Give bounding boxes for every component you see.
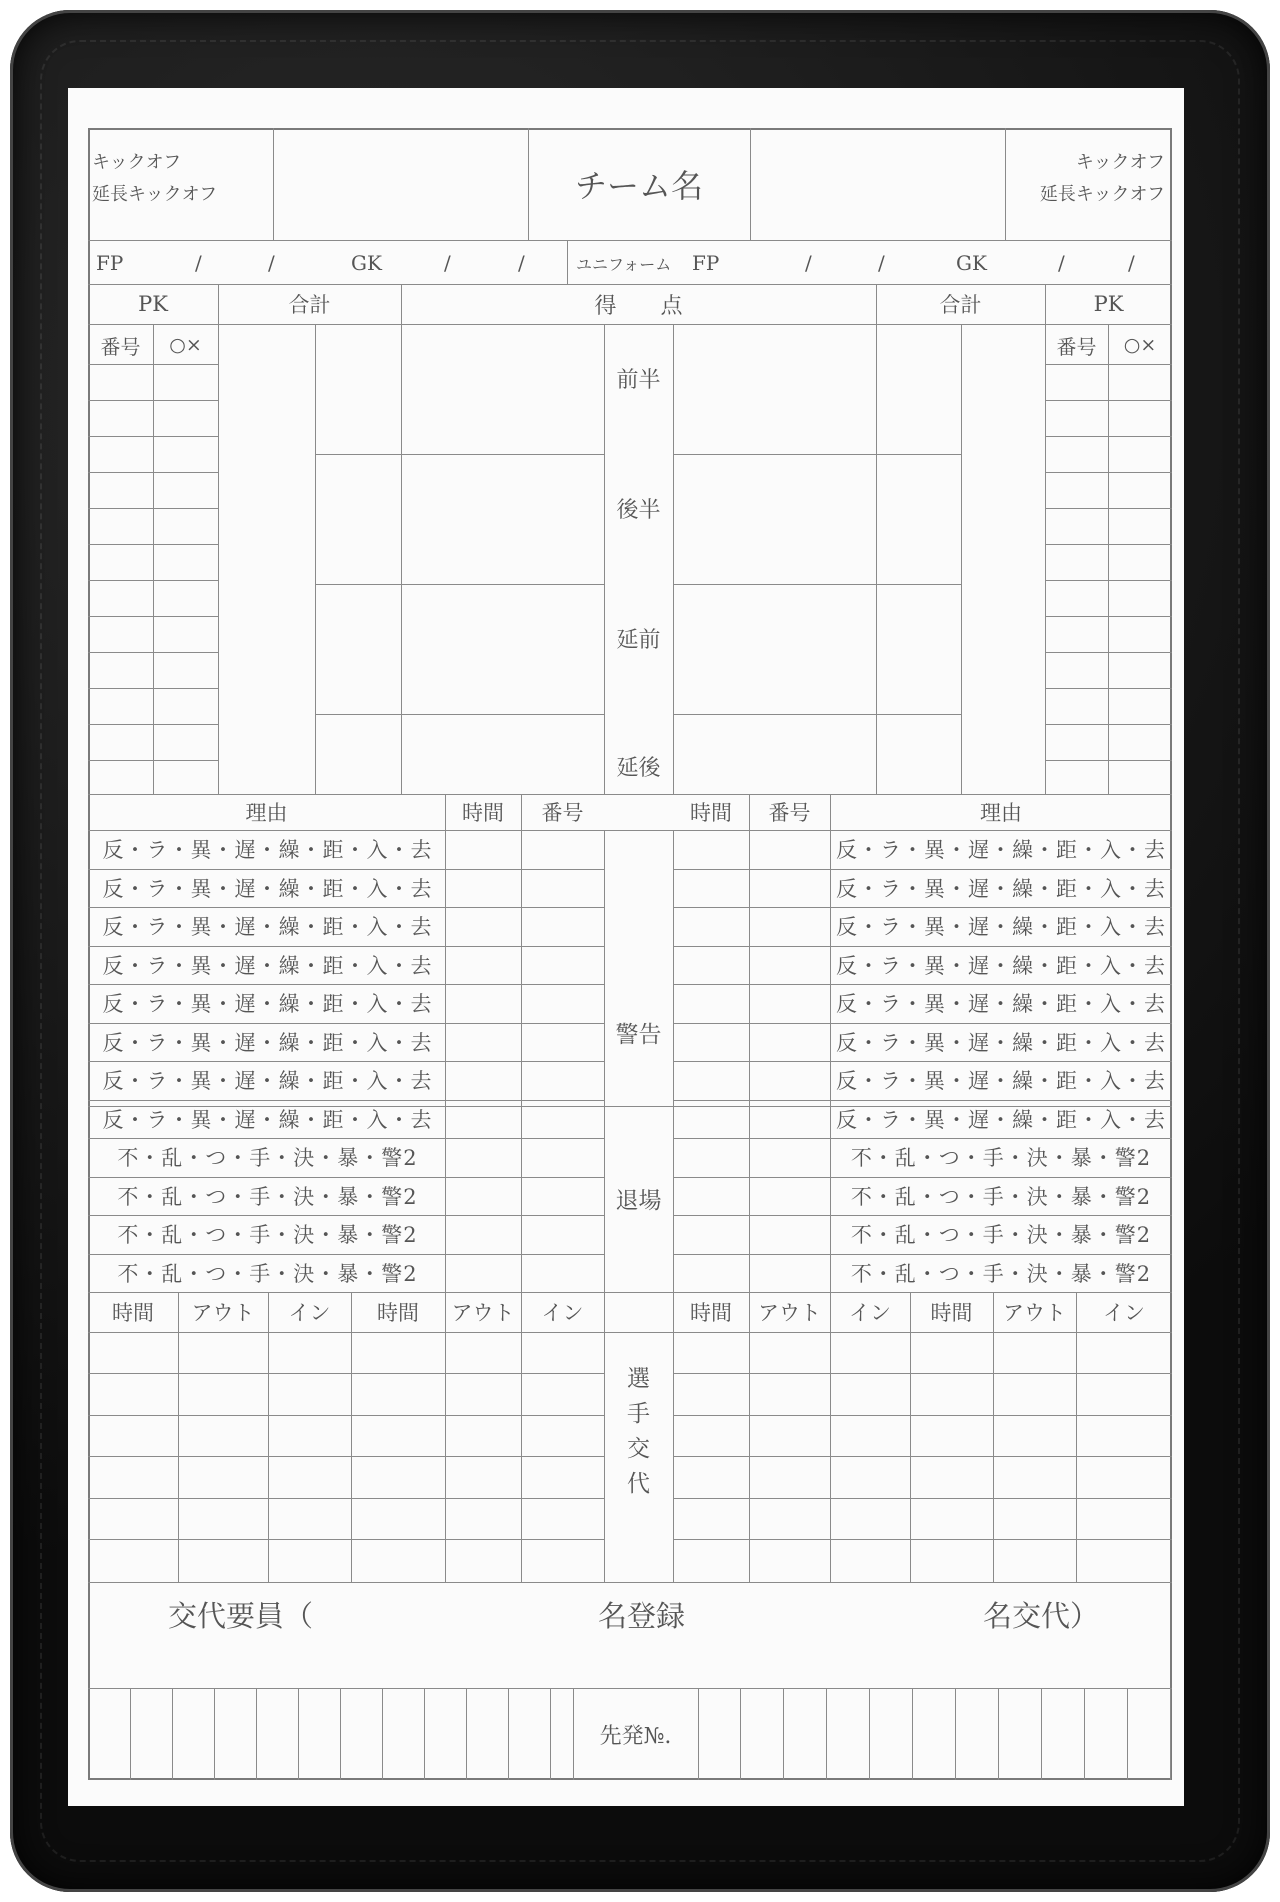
pk-number-left: 番号: [100, 334, 141, 359]
extra-kickoff-label-right: 延長キックオフ: [1039, 184, 1165, 205]
sub-out-header: アウト: [191, 1301, 255, 1325]
registered-label: 名登録: [598, 1598, 686, 1633]
total-header-right: 合計: [939, 293, 982, 317]
caution-reason-left[interactable]: 反・ラ・異・遅・繰・距・入・去: [102, 876, 433, 901]
caution-reason-left[interactable]: 反・ラ・異・遅・繰・距・入・去: [102, 915, 433, 940]
pk-number-right: 番号: [1056, 334, 1097, 359]
sub-time-header: 時間: [930, 1301, 973, 1325]
pk-result-right: ○×: [1123, 334, 1157, 356]
sendoff-reason-left[interactable]: 不・乱・つ・手・決・暴・警2: [117, 1146, 418, 1171]
fp-label-left: FP: [96, 251, 124, 275]
time-header-left: 時間: [462, 801, 504, 825]
sub-time-header: 時間: [690, 1301, 732, 1325]
caution-reason-left[interactable]: 反・ラ・異・遅・繰・距・入・去: [102, 1030, 433, 1055]
gk-label-right: GK: [956, 251, 987, 275]
caution-reason-right[interactable]: 反・ラ・異・遅・繰・距・入・去: [836, 876, 1166, 901]
caution-reason-right[interactable]: 反・ラ・異・遅・繰・距・入・去: [836, 1069, 1166, 1094]
caution-reason-right[interactable]: 反・ラ・異・遅・繰・距・入・去: [836, 992, 1166, 1017]
extra-kickoff-label-left: 延長キックオフ: [92, 184, 218, 205]
sendoff-reason-left[interactable]: 不・乱・つ・手・決・暴・警2: [117, 1223, 418, 1248]
sendoff-reason-right[interactable]: 不・乱・つ・手・決・暴・警2: [850, 1184, 1152, 1209]
starting-number-label: 先発№.: [599, 1723, 672, 1749]
sub-in-header: イン: [541, 1301, 584, 1325]
caution-label: 警告: [615, 1021, 662, 1048]
total-header-left: 合計: [288, 293, 331, 317]
caution-reason-right[interactable]: 反・ラ・異・遅・繰・距・入・去: [836, 953, 1166, 978]
caution-reason-left[interactable]: 反・ラ・異・遅・繰・距・入・去: [102, 1069, 433, 1094]
team-name-title: チーム名: [574, 167, 703, 205]
sendoff-label: 退場: [615, 1187, 662, 1214]
sub-out-header: アウト: [1003, 1301, 1066, 1325]
kickoff-label-right: キックオフ: [1075, 152, 1165, 173]
caution-reason-left[interactable]: 反・ラ・異・遅・繰・距・入・去: [102, 953, 433, 978]
pk-header-right: PK: [1093, 292, 1124, 316]
sub-in-header: イン: [288, 1301, 331, 1325]
sub-out-header: アウト: [451, 1301, 515, 1325]
sendoff-reason-left[interactable]: 不・乱・つ・手・決・暴・警2: [117, 1184, 418, 1209]
reserves-label: 交代要員（: [168, 1598, 314, 1633]
reason-header-right: 理由: [980, 801, 1022, 825]
pk-header-left: PK: [138, 292, 168, 316]
kickoff-label-left: キックオフ: [92, 152, 182, 173]
pk-result-left: ○×: [169, 334, 202, 356]
number-header-left: 番号: [541, 801, 584, 825]
caution-reason-right[interactable]: 反・ラ・異・遅・繰・距・入・去: [836, 915, 1166, 940]
period-second-half: 後半: [616, 497, 661, 523]
gk-label-left: GK: [351, 251, 382, 275]
period-extra-first: 延前: [616, 627, 661, 653]
time-header-right: 時間: [690, 801, 732, 825]
sendoff-reason-right[interactable]: 不・乱・つ・手・決・暴・警2: [850, 1146, 1152, 1171]
uniform-label: ユニフォーム: [576, 254, 672, 274]
reason-header-left: 理由: [245, 801, 288, 825]
number-header-right: 番号: [768, 801, 811, 825]
caution-reason-left[interactable]: 反・ラ・異・遅・繰・距・入・去: [102, 838, 433, 863]
referee-score-sheet: キックオフ 延長キックオフ チーム名 キックオフ 延長キックオフ FP / / GK / / ユニフォーム FP / / GK / / PK 合計 得 点 合計 PK 前半 後半 延前 延後 番号 ○× 番号 ○× 理由 時間 番号 時間 番号 理由 反・ラ・異・遅・繰・距・入・去 反・ラ・異・遅・繰・距・入・去 反・ラ・異・遅・繰・距・入・去 反・ラ・異・遅・繰・距・入・去 反・ラ・異・遅・繰・距・入・去 反・ラ・異・遅・繰・距・入・去 反・ラ・異・遅・繰・距・入・去 反・ラ・異・遅・繰・距・入・去 反・ラ・異・遅・繰・距・入・去 反・ラ・異・遅・繰・距・入・去 反・ラ・異・遅・繰・距・入・去 反・ラ・異・遅・繰・距・入・去 反・ラ・異・遅・繰・距・入・去 反・ラ・異・遅・繰・距・入・去 反・ラ・異・遅・繰・距・入・去 反・ラ・異・遅・繰・距・入・去 不・乱・つ・手・決・暴・警2 不・乱・つ・手・決・暴・警2 不・乱・つ・手・決・暴・警2 不・乱・つ・手・決・暴・警2 不・乱・つ・手・決・暴・警2 不・乱・つ・手・決・暴・警2 不・乱・つ・手・決・暴・警2 不・乱・つ・手・決・暴・警2 警告 退場 時間 アウト イン 時間 アウト イン 時間 アウト イン 時間 アウト イン 選 手 交 代 交代要員（ 名登録 名交代） 先発№.: [68, 88, 1184, 1806]
substituted-label: 名交代）: [983, 1598, 1100, 1633]
fp-label-right: FP: [692, 251, 720, 275]
caution-reason-left[interactable]: 反・ラ・異・遅・繰・距・入・去: [102, 992, 433, 1017]
score-header: 得 点: [594, 293, 683, 319]
sub-in-header: イン: [1103, 1301, 1145, 1325]
sub-in-header: イン: [849, 1301, 891, 1325]
sub-out-header: アウト: [758, 1301, 821, 1325]
caution-reason-right[interactable]: 反・ラ・異・遅・繰・距・入・去: [836, 1030, 1166, 1055]
caution-reason-right[interactable]: 反・ラ・異・遅・繰・距・入・去: [836, 1107, 1166, 1132]
sendoff-reason-left[interactable]: 不・乱・つ・手・決・暴・警2: [117, 1261, 418, 1286]
sub-time-header: 時間: [112, 1301, 154, 1325]
period-first-half: 前半: [616, 367, 661, 393]
sendoff-reason-right[interactable]: 不・乱・つ・手・決・暴・警2: [850, 1261, 1152, 1286]
sendoff-reason-right[interactable]: 不・乱・つ・手・決・暴・警2: [850, 1223, 1152, 1248]
period-extra-second: 延後: [616, 755, 661, 781]
sub-time-header: 時間: [377, 1301, 419, 1325]
caution-reason-left[interactable]: 反・ラ・異・遅・繰・距・入・去: [102, 1107, 433, 1132]
caution-reason-right[interactable]: 反・ラ・異・遅・繰・距・入・去: [836, 838, 1166, 863]
